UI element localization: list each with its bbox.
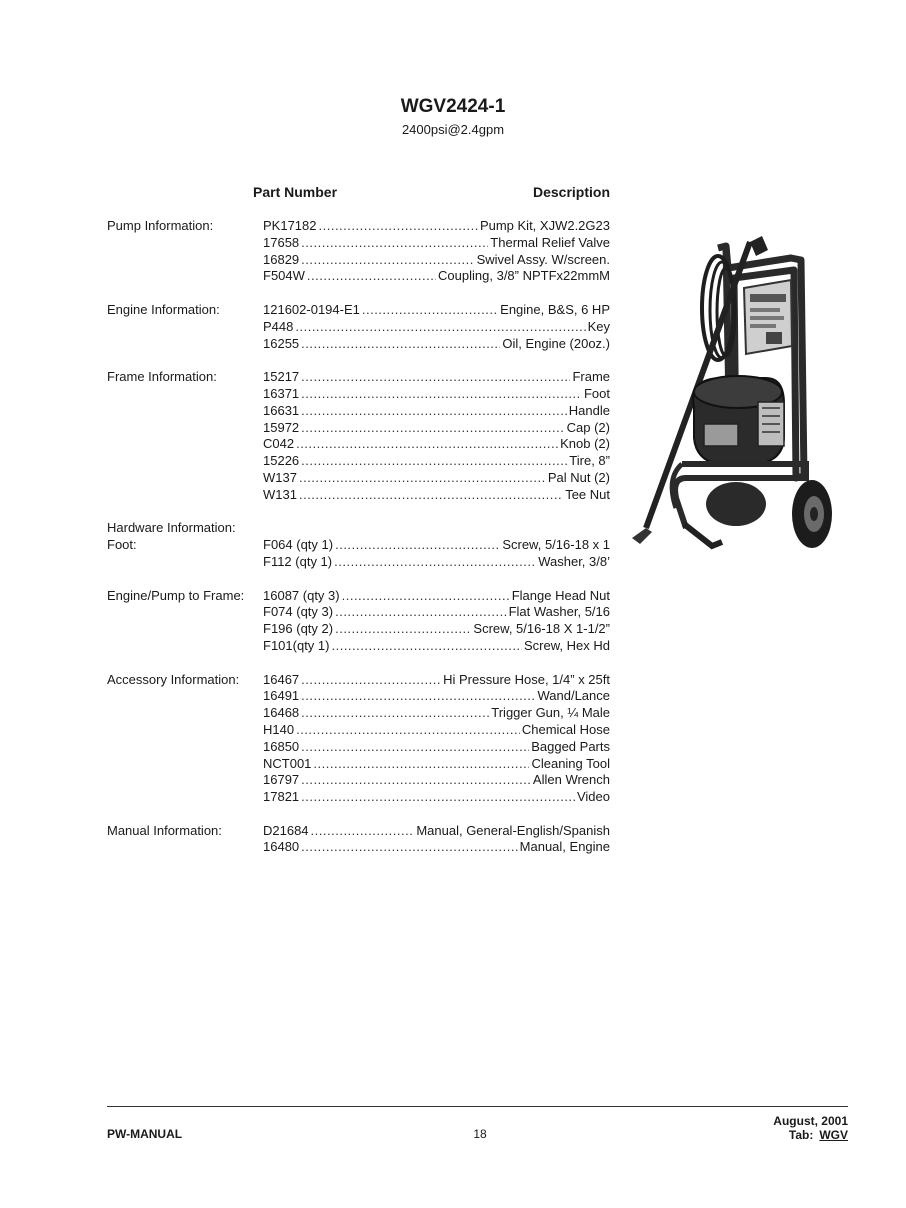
part-row	[263, 638, 610, 655]
part-number: H140	[263, 721, 295, 737]
part-description: Manual, Engine	[519, 839, 610, 855]
footer-tab-value: WGV	[819, 1128, 848, 1142]
section-label-line: Manual Information:	[107, 822, 222, 838]
part-row	[263, 604, 610, 621]
part-description: Manual, General-English/Spanish	[416, 822, 610, 838]
dot-leader	[296, 722, 520, 739]
part-number: 16371	[263, 385, 300, 401]
part-row	[263, 336, 610, 353]
part-row	[263, 705, 610, 722]
section-label	[107, 218, 267, 235]
section-label-line: Engine Information:	[107, 301, 220, 317]
part-description: Knob (2)	[560, 436, 610, 452]
part-number: 16829	[263, 251, 300, 267]
part-row	[263, 420, 610, 437]
dot-leader	[301, 336, 500, 353]
part-row	[263, 436, 610, 453]
parts-section	[107, 588, 610, 655]
part-row	[263, 756, 610, 773]
dot-leader	[301, 420, 564, 437]
part-description: Screw, 5/16-18 x 1	[502, 537, 610, 553]
part-description: Handle	[568, 402, 610, 418]
part-description: Tee Nut	[565, 486, 610, 502]
part-number: 121602-0194-E1	[263, 301, 360, 317]
part-number: W131	[263, 486, 297, 502]
part-description: Foot	[583, 385, 610, 401]
part-number: 16467	[263, 671, 300, 687]
part-number: 16255	[263, 335, 300, 351]
part-row	[263, 268, 610, 285]
dot-leader	[335, 621, 471, 638]
part-description: Pump Kit, XJW2.2G23	[479, 218, 610, 233]
dot-leader	[335, 604, 507, 621]
part-number: 16468	[263, 705, 300, 721]
part-number: 16480	[263, 839, 300, 855]
section-label-line: Foot:	[107, 537, 137, 553]
part-number: NCT001	[263, 755, 312, 771]
dot-leader	[301, 235, 488, 252]
part-row	[263, 218, 610, 235]
part-number: P448	[263, 318, 294, 334]
part-row	[263, 235, 610, 252]
part-row	[263, 453, 610, 470]
dot-leader	[301, 705, 489, 722]
dot-leader	[301, 672, 441, 689]
section-label-line: Frame Information:	[107, 369, 217, 385]
part-row	[263, 789, 610, 806]
part-description: Trigger Gun, ¼ Male	[491, 705, 610, 721]
part-row	[263, 688, 610, 705]
part-row	[263, 403, 610, 420]
section-label-line: Pump Information:	[107, 218, 214, 233]
part-description: Thermal Relief Valve	[490, 234, 610, 250]
part-number: F101(qty 1)	[263, 637, 330, 653]
part-row	[263, 487, 610, 504]
part-row	[263, 537, 610, 554]
pressure-washer-photo	[626, 228, 836, 558]
part-number: F074 (qty 3)	[263, 604, 334, 620]
part-row	[263, 672, 610, 689]
parts-rows	[263, 218, 610, 285]
part-description: Pal Nut (2)	[547, 469, 610, 485]
part-row	[263, 252, 610, 269]
section-label	[107, 302, 267, 319]
part-description: Hi Pressure Hose, 1/4” x 25ft	[443, 671, 610, 687]
part-number: D21684	[263, 822, 309, 838]
parts-section	[107, 218, 610, 285]
section-label	[107, 520, 267, 554]
section-label	[107, 369, 267, 386]
part-number: 15217	[263, 369, 300, 385]
part-description: Key	[587, 318, 610, 334]
dot-leader	[301, 453, 567, 470]
part-row	[263, 839, 610, 856]
part-description: Engine, B&S, 6 HP	[500, 301, 610, 317]
section-label	[107, 588, 267, 605]
dot-leader	[295, 319, 585, 336]
part-number: 16087 (qty 3)	[263, 587, 340, 603]
dot-leader	[301, 369, 570, 386]
part-description: Screw, 5/16-18 X 1-1/2”	[473, 621, 610, 637]
part-description: Wand/Lance	[537, 688, 610, 704]
dot-leader	[299, 487, 563, 504]
dot-leader	[311, 823, 415, 840]
parts-rows	[263, 823, 610, 857]
part-number: 17821	[263, 789, 300, 805]
part-row	[263, 772, 610, 789]
parts-rows	[263, 672, 610, 806]
section-label-line: Hardware Information:	[107, 520, 236, 536]
part-row	[263, 302, 610, 319]
page-subtitle: 2400psi@2.4gpm	[401, 122, 505, 137]
dot-leader	[334, 554, 536, 571]
dot-leader	[301, 403, 567, 420]
part-number: PK17182	[263, 218, 317, 233]
part-number: 16850	[263, 738, 300, 754]
part-description: Chemical Hose	[521, 721, 610, 737]
page-number: 18	[473, 1127, 487, 1141]
part-description: Swivel Assy. W/screen.	[476, 251, 610, 267]
dot-leader	[301, 386, 582, 403]
description-header: Description	[532, 184, 610, 200]
part-number: 17658	[263, 234, 300, 250]
part-description: Cap (2)	[566, 419, 610, 435]
part-description: Screw, Hex Hd	[524, 637, 610, 653]
part-number: F064 (qty 1)	[263, 537, 334, 553]
part-description: Bagged Parts	[531, 738, 610, 754]
dot-leader	[301, 688, 535, 705]
footer-manual-name: PW-MANUAL	[107, 1127, 183, 1141]
part-description: Tire, 8”	[569, 453, 610, 469]
part-number: 16797	[263, 772, 300, 788]
dot-leader	[301, 772, 531, 789]
parts-list	[107, 218, 610, 873]
dot-leader	[301, 739, 529, 756]
part-description: Video	[576, 789, 610, 805]
part-number: 16491	[263, 688, 300, 704]
dot-leader	[331, 638, 522, 655]
dot-leader	[319, 218, 478, 235]
part-row	[263, 739, 610, 756]
section-label-line: Accessory Information:	[107, 671, 240, 687]
dot-leader	[313, 756, 529, 773]
part-number: 15226	[263, 453, 300, 469]
part-number: 15972	[263, 419, 300, 435]
part-description: Washer, 3/8’	[538, 553, 610, 569]
dot-leader	[335, 537, 500, 554]
page-title: WGV2424-1	[400, 96, 506, 117]
part-number-header: Part Number	[253, 184, 338, 200]
part-row	[263, 588, 610, 605]
part-description: Frame	[572, 369, 610, 385]
part-row	[263, 470, 610, 487]
part-row	[263, 386, 610, 403]
part-number: F504W	[263, 268, 305, 284]
dot-leader	[299, 470, 546, 487]
footer-divider	[107, 1106, 848, 1107]
part-number: 16631	[263, 402, 300, 418]
part-description: Cleaning Tool	[531, 755, 610, 771]
dot-leader	[362, 302, 498, 319]
part-row	[263, 621, 610, 638]
section-label	[107, 672, 267, 689]
part-number: F196 (qty 2)	[263, 621, 334, 637]
part-description: Oil, Engine (20oz.)	[502, 335, 610, 351]
parts-section	[107, 672, 610, 806]
dot-leader	[301, 252, 474, 269]
footer-date: August, 2001	[773, 1114, 848, 1128]
dot-leader	[301, 839, 518, 856]
parts-section	[107, 520, 610, 570]
part-description: Flange Head Nut	[511, 587, 610, 603]
part-description: Flat Washer, 5/16	[508, 604, 610, 620]
part-row	[263, 823, 610, 840]
parts-rows	[263, 520, 610, 570]
parts-section	[107, 369, 610, 503]
footer-tab-label: Tab:	[788, 1128, 814, 1142]
section-label	[107, 823, 267, 840]
dot-leader	[301, 789, 575, 806]
part-number: F112 (qty 1)	[263, 553, 333, 569]
part-description: Coupling, 3/8” NPTFx22mmM	[438, 268, 610, 284]
parts-rows	[263, 369, 610, 503]
parts-rows	[263, 588, 610, 655]
dot-leader	[307, 268, 436, 285]
part-row	[263, 369, 610, 386]
parts-section	[107, 302, 610, 352]
part-row	[263, 554, 610, 571]
parts-rows	[263, 302, 610, 352]
part-number: W137	[263, 469, 297, 485]
part-number: C042	[263, 436, 295, 452]
parts-section	[107, 823, 610, 857]
section-label-line: Engine/Pump to Frame:	[107, 587, 245, 603]
dot-leader	[296, 436, 558, 453]
part-row	[263, 722, 610, 739]
part-description: Allen Wrench	[532, 772, 610, 788]
part-row	[263, 319, 610, 336]
dot-leader	[342, 588, 510, 605]
footer-tab	[700, 1128, 848, 1142]
